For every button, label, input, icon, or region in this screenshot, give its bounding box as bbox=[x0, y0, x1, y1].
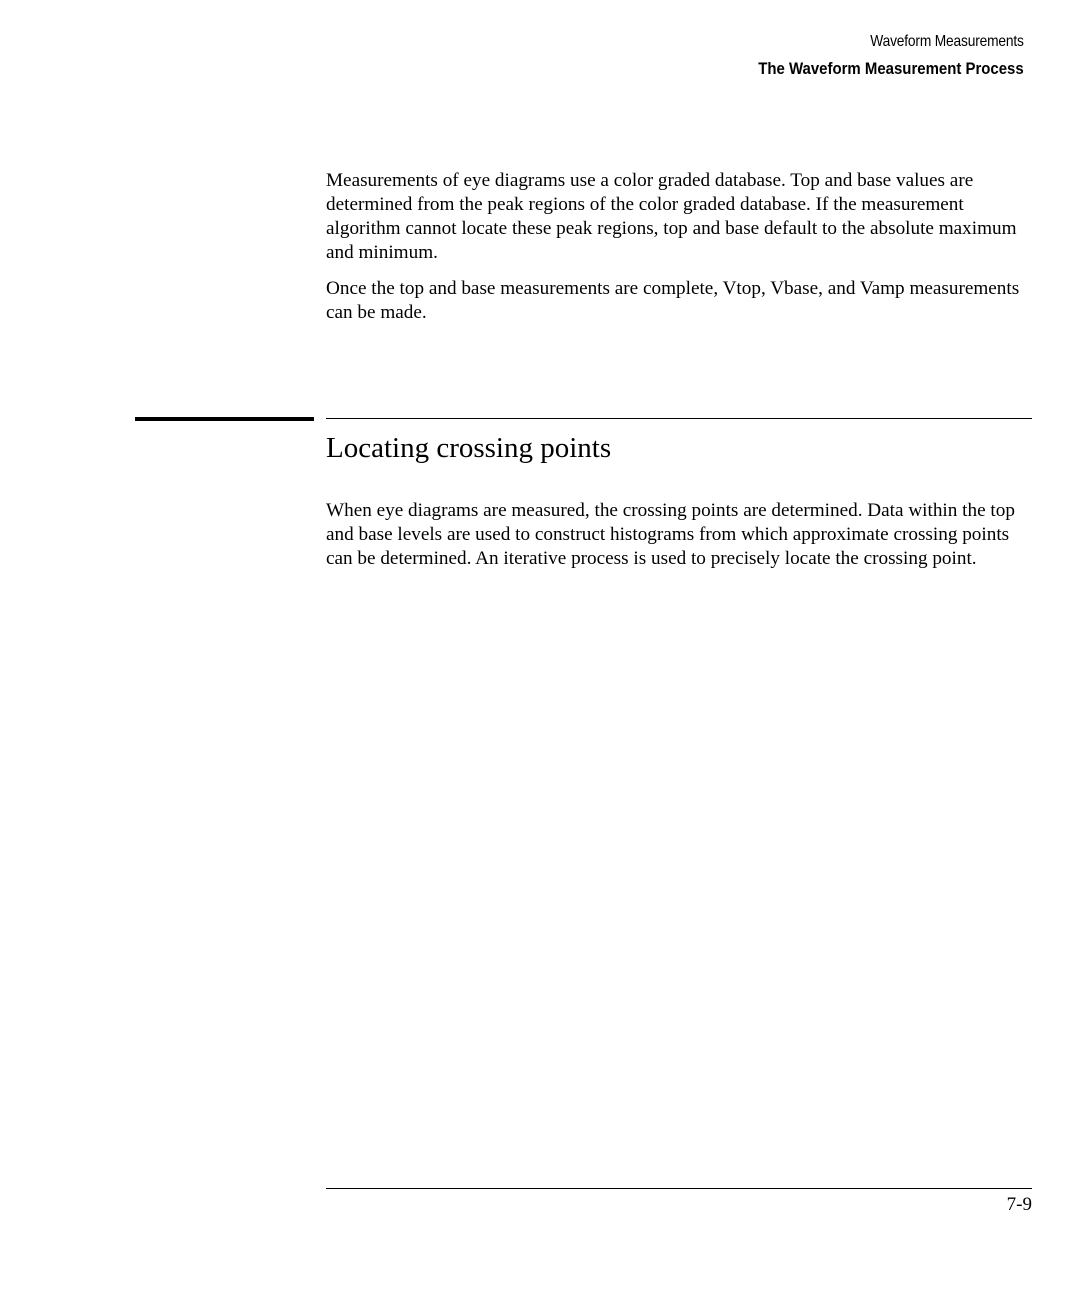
crossing-points-text bbox=[326, 499, 1032, 583]
section-heading: Locating crossing points bbox=[326, 432, 612, 464]
chapter-title: Waveform Measurements bbox=[870, 33, 1024, 50]
intro-text bbox=[326, 169, 1032, 337]
paragraph: Once the top and base measurements are complete, Vtop, Vbase, and Vamp measurements can be made. bbox=[326, 278, 1020, 323]
section-title: The Waveform Measurement Process bbox=[758, 59, 1024, 78]
running-header bbox=[722, 30, 1024, 84]
page-number: 7-9 bbox=[1006, 1194, 1032, 1215]
paragraph: When eye diagrams are measured, the crossing points are determined. Data within the top and base levels are used to construct histograms from which approximate crossing points can be determined. An iterative process is used to precisely locate the crossing point. bbox=[326, 500, 1015, 569]
heading-rule bbox=[326, 418, 1032, 419]
footer-rule bbox=[326, 1188, 1032, 1189]
heading-rule-thick bbox=[135, 417, 314, 421]
paragraph: Measurements of eye diagrams use a color graded database. Top and base values are determined from the peak regions of the color graded database. If the measurement algorithm cannot locate these peak regions, top and base default to the absolute maximum and minimum. bbox=[326, 170, 1017, 263]
